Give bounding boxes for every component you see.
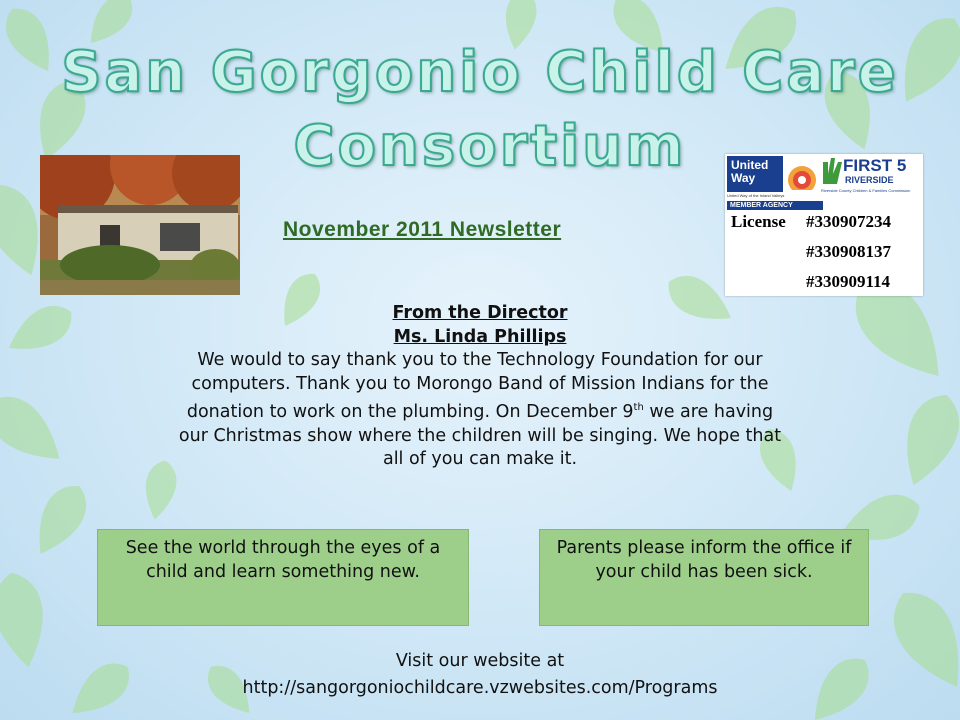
director-text-line3-pre: donation to work on the plumbing. On December 9	[186, 402, 634, 423]
director-text-line3-post: we are having	[643, 402, 774, 423]
website-url[interactable]: http://sangorgoniochildcare.vzwebsites.com/Programs	[242, 678, 718, 698]
united-way-rainbow-icon	[785, 160, 819, 190]
united-way-logo	[727, 156, 821, 209]
license-number-1: #330907234	[806, 212, 891, 231]
first5-riverside: RIVERSIDE	[845, 175, 894, 185]
newsletter-heading: November 2011 Newsletter	[283, 218, 562, 241]
license-label: License	[731, 212, 786, 231]
director-text-line3-sup: th	[633, 402, 644, 414]
director-text-line3	[100, 396, 860, 424]
director-text-line2: computers. Thank you to Morongo Band of Mission Indians for the	[191, 373, 769, 394]
notice-box-right: Parents please inform the office if your child has been sick.	[539, 529, 869, 626]
member-agency-label: MEMBER AGENCY	[727, 201, 823, 210]
first5-logo	[821, 156, 921, 208]
member-license-badge	[725, 154, 923, 296]
first5-name: FIRST 5	[843, 156, 907, 175]
director-heading: From the Director	[392, 303, 568, 323]
website-info	[100, 648, 860, 702]
first5-hand-icon	[821, 156, 843, 186]
page-title-line1: San Gorgonio Child Care	[61, 40, 899, 105]
quote-box-left: See the world through the eyes of a child and learn something new.	[97, 529, 469, 626]
page-title-line2: Consortium	[293, 114, 687, 179]
united-way-mark: United Way	[727, 156, 783, 192]
director-text-line4: our Christmas show where the children will be singing. We hope that	[178, 425, 782, 446]
license-number-2: #330908137	[806, 242, 891, 261]
visit-label: Visit our website at	[395, 651, 565, 671]
director-message	[100, 302, 860, 472]
director-text-line5: all of you can make it.	[382, 449, 578, 470]
license-number-3: #330909114	[806, 272, 891, 291]
director-name: Ms. Linda Phillips	[393, 326, 567, 347]
first5-subtitle: Riverside County Children & Families Commission	[821, 188, 911, 193]
building-photo	[40, 155, 240, 295]
director-text-line1: We would to say thank you to the Technology Foundation for our	[197, 350, 763, 371]
united-way-subtitle: United Way of the Inland Valleys	[727, 193, 785, 198]
